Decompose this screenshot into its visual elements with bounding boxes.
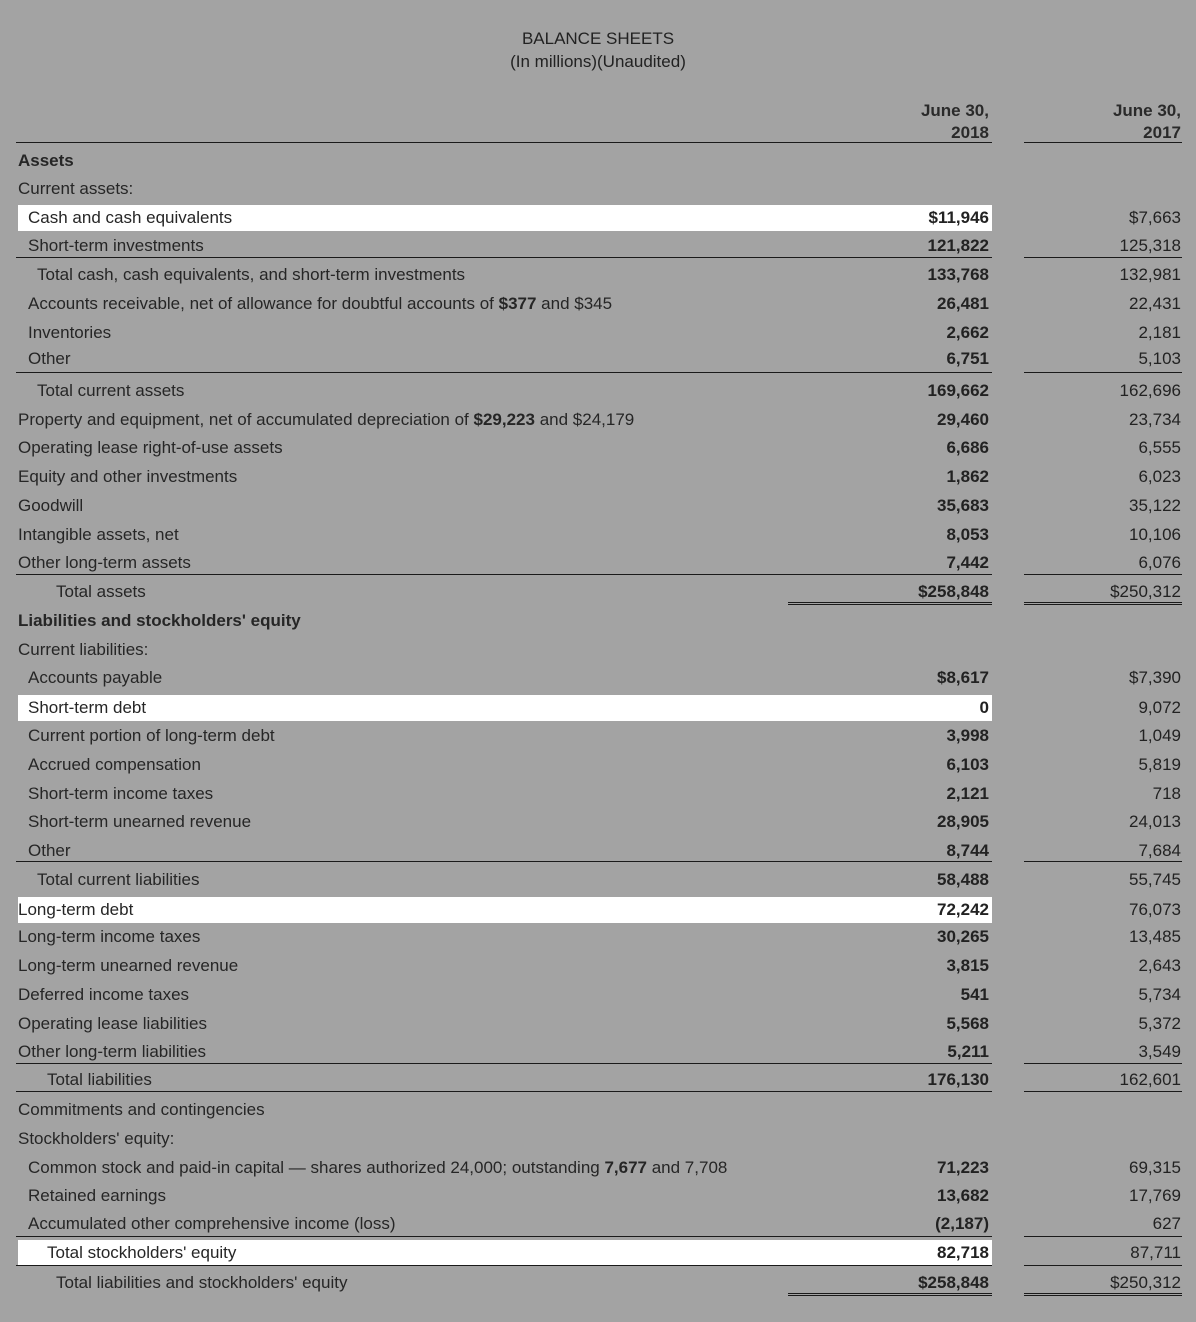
row-label-total-liabilities-and-stockholders-equity: Total liabilities and stockholders' equity xyxy=(56,1273,348,1292)
value-2017: 2,643 xyxy=(1138,956,1181,975)
value-2017: 3,549 xyxy=(1138,1042,1181,1061)
row-highlight xyxy=(18,695,992,721)
subtotal-rule xyxy=(1024,574,1182,575)
row-label-total-liabilities: Total liabilities xyxy=(47,1070,152,1089)
value-2017: 125,318 xyxy=(1119,236,1181,255)
row-label-assets: Assets xyxy=(18,151,74,170)
value-2017: 24,013 xyxy=(1129,812,1181,831)
subtotal-rule xyxy=(16,257,992,258)
value-2017: 23,734 xyxy=(1129,410,1181,429)
row-label-accounts-receivable-net-of-allowance-for-doubtful-accounts-of xyxy=(28,293,612,315)
row-label-short-term-income-taxes: Short-term income taxes xyxy=(28,784,214,803)
value-2017: 162,696 xyxy=(1119,381,1181,400)
value-2018: 169,662 xyxy=(927,381,989,400)
header-rule-2017 xyxy=(1024,142,1182,143)
label-text: Common stock and paid-in capital — shares authorized 24,000; outstanding xyxy=(28,1158,605,1177)
value-2018: 13,682 xyxy=(937,1186,989,1205)
row-label-long-term-debt: Long-term debt xyxy=(18,900,134,919)
value-2018: 26,481 xyxy=(937,294,989,313)
row-label-current-liabilities: Current liabilities: xyxy=(18,640,149,659)
value-2017: 87,711 xyxy=(1130,1243,1181,1262)
column-header-2017-line1: June 30, xyxy=(1112,101,1181,120)
value-2017: 22,431 xyxy=(1129,294,1181,313)
value-2017: 1,049 xyxy=(1138,726,1181,745)
value-2017: 5,734 xyxy=(1138,985,1181,1004)
value-2018: 82,718 xyxy=(937,1243,989,1262)
bold-figure: $29,223 xyxy=(473,410,535,429)
label-text: Property and equipment, net of accumulated depreciation of xyxy=(18,410,474,429)
row-label-long-term-income-taxes: Long-term income taxes xyxy=(18,927,201,946)
column-header-2018-line2: 2018 xyxy=(951,123,989,142)
value-2018: 35,683 xyxy=(937,496,989,515)
row-label-operating-lease-liabilities: Operating lease liabilities xyxy=(18,1014,207,1033)
label-text: and $24,179 xyxy=(534,410,635,429)
value-2017: 6,555 xyxy=(1138,438,1181,457)
value-2018: $258,848 xyxy=(918,1273,989,1292)
row-label-total-stockholders-equity: Total stockholders' equity xyxy=(47,1243,237,1262)
value-2017: 10,106 xyxy=(1129,525,1181,544)
row-label-short-term-unearned-revenue: Short-term unearned revenue xyxy=(28,812,252,831)
row-label-liabilities-and-stockholders-equity: Liabilities and stockholders' equity xyxy=(18,611,301,630)
subtotal-rule xyxy=(1024,1236,1182,1237)
row-label-short-term-investments: Short-term investments xyxy=(28,236,204,255)
row-label-stockholders-equity: Stockholders' equity: xyxy=(18,1129,175,1148)
value-2018: $11,946 xyxy=(928,208,989,227)
column-header-2018-line1: June 30, xyxy=(920,101,989,120)
row-label-total-current-liabilities: Total current liabilities xyxy=(37,870,200,889)
value-2018: $8,617 xyxy=(937,668,989,687)
value-2018: (2,187) xyxy=(935,1214,989,1233)
value-2018: 3,998 xyxy=(946,726,989,745)
value-2017: 5,819 xyxy=(1138,755,1181,774)
value-2018: 6,751 xyxy=(946,349,989,368)
row-label-equity-and-other-investments: Equity and other investments xyxy=(18,467,238,486)
row-label-other: Other xyxy=(28,841,71,860)
row-label-accrued-compensation: Accrued compensation xyxy=(28,755,201,774)
value-2018: 0 xyxy=(979,698,989,717)
value-2017: 76,073 xyxy=(1129,900,1181,919)
value-2018: 58,488 xyxy=(937,870,989,889)
row-label-short-term-debt: Short-term debt xyxy=(28,698,147,717)
value-2018: 6,103 xyxy=(946,755,989,774)
value-2018: 3,815 xyxy=(946,956,989,975)
bold-figure: 7,677 xyxy=(604,1158,647,1177)
row-label-commitments-and-contingencies: Commitments and contingencies xyxy=(18,1100,265,1119)
value-2018: 2,662 xyxy=(946,323,989,342)
value-2018: 28,905 xyxy=(937,812,989,831)
value-2017: $7,390 xyxy=(1129,668,1181,687)
value-2018: $258,848 xyxy=(918,582,989,601)
subtotal-rule xyxy=(1024,1063,1182,1064)
row-label-retained-earnings: Retained earnings xyxy=(28,1186,166,1205)
label-text: and $345 xyxy=(536,294,613,313)
subtotal-rule xyxy=(16,1091,992,1092)
row-label-long-term-unearned-revenue: Long-term unearned revenue xyxy=(18,956,239,975)
value-2017: 627 xyxy=(1152,1214,1181,1233)
value-2017: 6,023 xyxy=(1138,467,1181,486)
value-2018: 30,265 xyxy=(937,927,989,946)
subtotal-rule xyxy=(1024,1265,1182,1266)
value-2018: 5,568 xyxy=(946,1014,989,1033)
value-2017: 13,485 xyxy=(1129,927,1181,946)
value-2017: 35,122 xyxy=(1129,496,1181,515)
value-2018: 29,460 xyxy=(937,410,989,429)
value-2017: 5,372 xyxy=(1138,1014,1181,1033)
document-title: BALANCE SHEETS xyxy=(521,29,675,48)
value-2018: 7,442 xyxy=(946,553,989,572)
subtotal-rule xyxy=(16,1265,992,1266)
subtotal-rule xyxy=(16,1236,992,1237)
header-rule-2018 xyxy=(16,142,992,143)
row-label-goodwill: Goodwill xyxy=(18,496,84,515)
column-header-2017-line2: 2017 xyxy=(1143,123,1181,142)
bold-figure: $377 xyxy=(498,294,537,313)
row-label-current-portion-of-long-term-debt: Current portion of long-term debt xyxy=(28,726,275,745)
row-label-total-assets: Total assets xyxy=(56,582,146,601)
subtotal-rule xyxy=(1024,372,1182,373)
value-2017: 17,769 xyxy=(1129,1186,1181,1205)
row-label-total-cash-cash-equivalents-and-short-term-investments: Total cash, cash equivalents, and short-term investments xyxy=(37,265,466,284)
subtotal-rule xyxy=(16,372,992,373)
subtotal-rule xyxy=(1024,1091,1182,1092)
row-label-total-current-assets: Total current assets xyxy=(37,381,185,400)
row-label-operating-lease-right-of-use-assets: Operating lease right-of-use assets xyxy=(18,438,283,457)
row-label-accumulated-other-comprehensive-income-loss: Accumulated other comprehensive income (loss) xyxy=(28,1214,396,1233)
value-2018: 2,121 xyxy=(946,784,989,803)
label-text: Accounts receivable, net of allowance for doubtful accounts of xyxy=(28,294,499,313)
value-2017: 9,072 xyxy=(1138,698,1181,717)
value-2018: 176,130 xyxy=(927,1070,989,1089)
value-2018: 8,053 xyxy=(946,525,989,544)
value-2017: 55,745 xyxy=(1129,870,1181,889)
row-label-current-assets: Current assets: xyxy=(18,179,134,198)
value-2017: 7,684 xyxy=(1138,841,1181,860)
value-2018: 1,862 xyxy=(946,467,989,486)
row-label-other: Other xyxy=(28,349,71,368)
subtotal-rule xyxy=(16,861,992,862)
document-subtitle: (In millions)(Unaudited) xyxy=(510,52,686,71)
value-2017: $7,663 xyxy=(1129,208,1181,227)
value-2018: 5,211 xyxy=(947,1042,989,1061)
value-2018: 72,242 xyxy=(937,900,989,919)
label-text: and 7,708 xyxy=(647,1158,728,1177)
row-label-other-long-term-assets: Other long-term assets xyxy=(18,553,191,572)
row-label-intangible-assets-net: Intangible assets, net xyxy=(18,525,179,544)
value-2017: 132,981 xyxy=(1119,265,1181,284)
subtotal-rule xyxy=(16,1063,992,1064)
row-label-inventories: Inventories xyxy=(28,323,112,342)
row-label-accounts-payable: Accounts payable xyxy=(28,668,163,687)
value-2018: 541 xyxy=(960,985,989,1004)
value-2018: 133,768 xyxy=(927,265,989,284)
value-2017: 162,601 xyxy=(1119,1070,1181,1089)
value-2017: $250,312 xyxy=(1110,1273,1181,1292)
value-2017: $250,312 xyxy=(1110,582,1181,601)
value-2017: 2,181 xyxy=(1138,323,1181,342)
value-2017: 5,103 xyxy=(1138,349,1181,368)
value-2018: 6,686 xyxy=(946,438,989,457)
value-2017: 69,315 xyxy=(1129,1158,1181,1177)
subtotal-rule xyxy=(16,574,992,575)
value-2017: 718 xyxy=(1152,784,1181,803)
value-2017: 6,076 xyxy=(1138,553,1181,572)
value-2018: 121,822 xyxy=(927,236,989,255)
row-label-deferred-income-taxes: Deferred income taxes xyxy=(18,985,190,1004)
row-highlight xyxy=(18,897,992,923)
value-2018: 8,744 xyxy=(946,841,989,860)
value-2018: 71,223 xyxy=(937,1158,989,1177)
row-label-cash-and-cash-equivalents: Cash and cash equivalents xyxy=(28,208,233,227)
row-label-other-long-term-liabilities: Other long-term liabilities xyxy=(18,1042,207,1061)
row-label-common-stock-and-paid-in-capital-shares-authorized-24-000-outstanding xyxy=(28,1157,727,1179)
row-label-property-and-equipment-net-of-accumulated-depreciation-of xyxy=(18,409,634,431)
subtotal-rule xyxy=(1024,257,1182,258)
